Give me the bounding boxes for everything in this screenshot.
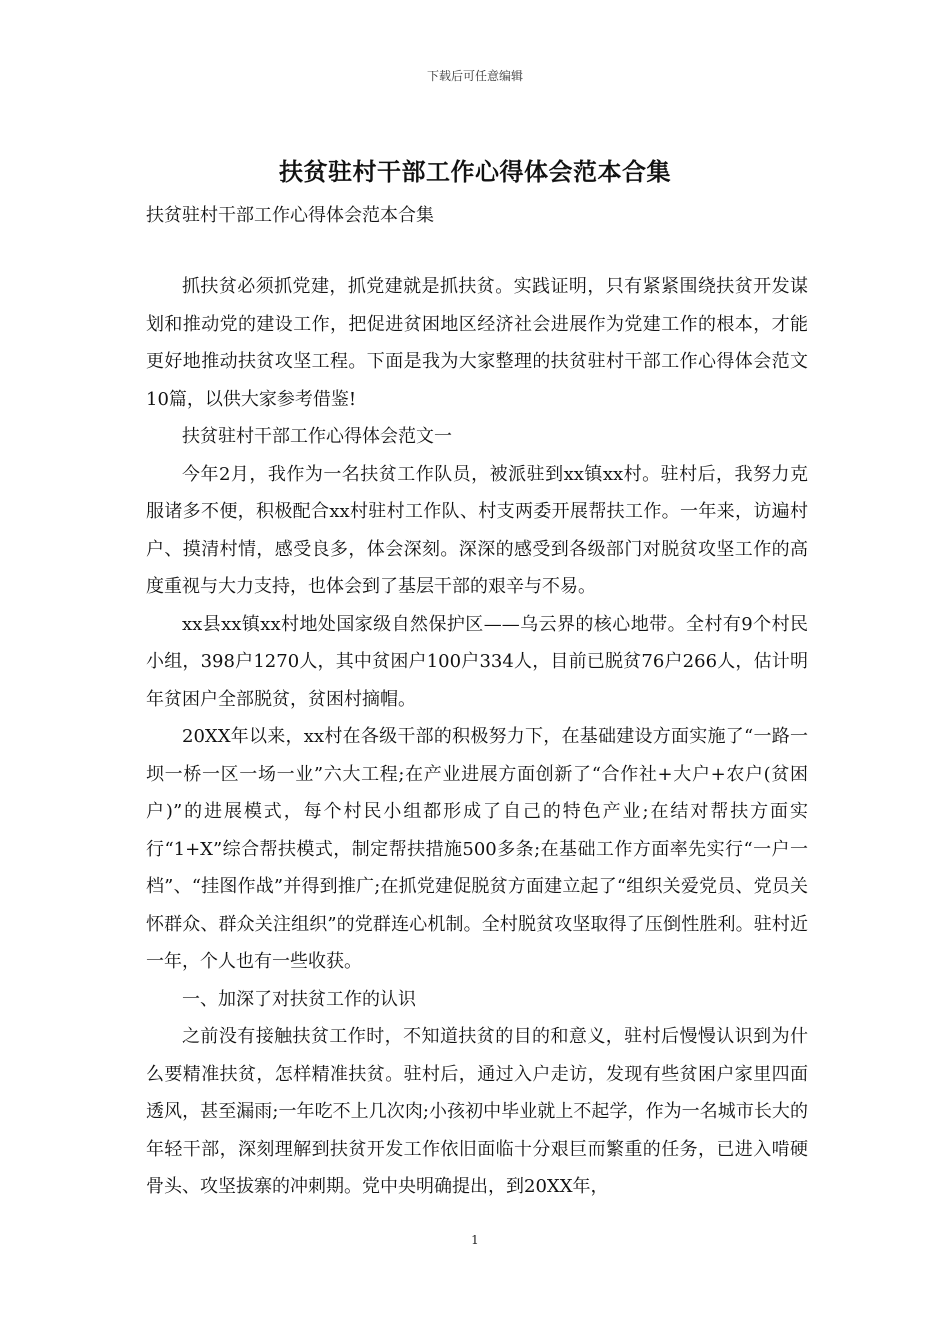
paragraph: xx县xx镇xx村地处国家级自然保护区——乌云界的核心地带。全村有9个村民小组，398户1270人，其中贫困户100户334人，目前已脱贫76户266人，估计明年贫困户全部脱贫，贫困村摘帽。 bbox=[146, 613, 808, 710]
paragraph: 20XX年以来，xx村在各级干部的积极努力下，在基础建设方面实施了“一路一坝一桥一区一场一业”六大工程;在产业进展方面创新了“合作社+大户+农户(贫困户)”的进展模式，每个村民小组都形成了自己的特色产业;在结对帮扶方面实行“1+X”综合帮扶模式，制定帮扶措施500多条;在基础工作方面率先实行“一户一档”、“挂图作战”并得到推广;在抓党建促脱贫方面建立起了“组织关爱党员、党员关怀群众、群众关注组织”的党群连心机制。全村脱贫攻坚取得了压倒性胜利。驻村近一年，个人也有一些收获。 bbox=[146, 726, 808, 972]
paragraph: 今年2月，我作为一名扶贫工作队员，被派驻到xx镇xx村。驻村后，我努力克服诸多不便，积极配合xx村驻村工作队、村支两委开展帮扶工作。一年来，访遍村户、摸清村情，感受良多，体会深刻。深深的感受到各级部门对脱贫攻坚工作的高度重视与大力支持，也体会到了基层干部的艰辛与不易。 bbox=[146, 463, 808, 597]
document-subtitle: 扶贫驻村干部工作心得体会范本合集 bbox=[146, 205, 434, 226]
document-body bbox=[146, 268, 808, 1206]
section-heading-one: 一、加深了对扶贫工作的认识 bbox=[182, 988, 416, 1010]
paragraph-intro: 抓扶贫必须抓党建，抓党建就是抓扶贫。实践证明，只有紧紧围绕扶贫开发谋划和推动党的建设工作，把促进贫困地区经济社会进展作为党建工作的根本，才能更好地推动扶贫攻坚工程。下面是我为大家整理的扶贫驻村干部工作心得体会范文10篇，以供大家参考借鉴! bbox=[146, 276, 808, 410]
paragraph: 之前没有接触扶贫工作时，不知道扶贫的目的和意义，驻村后慢慢认识到为什么要精准扶贫，怎样精准扶贫。驻村后，通过入户走访，发现有些贫困户家里四面透风，甚至漏雨;一年吃不上几次肉;小孩初中毕业就上不起学，作为一名城市长大的年轻干部，深刻理解到扶贫开发工作依旧面临十分艰巨而繁重的任务，已进入啃硬骨头、攻坚拔寨的冲刺期。党中央明确提出，到20XX年， bbox=[146, 1026, 808, 1197]
header-note: 下载后可任意编辑 bbox=[426, 69, 523, 83]
page-number: 1 bbox=[471, 1233, 479, 1247]
document-title: 扶贫驻村干部工作心得体会范本合集 bbox=[279, 157, 671, 186]
section-heading-essay-one: 扶贫驻村干部工作心得体会范文一 bbox=[182, 426, 452, 447]
